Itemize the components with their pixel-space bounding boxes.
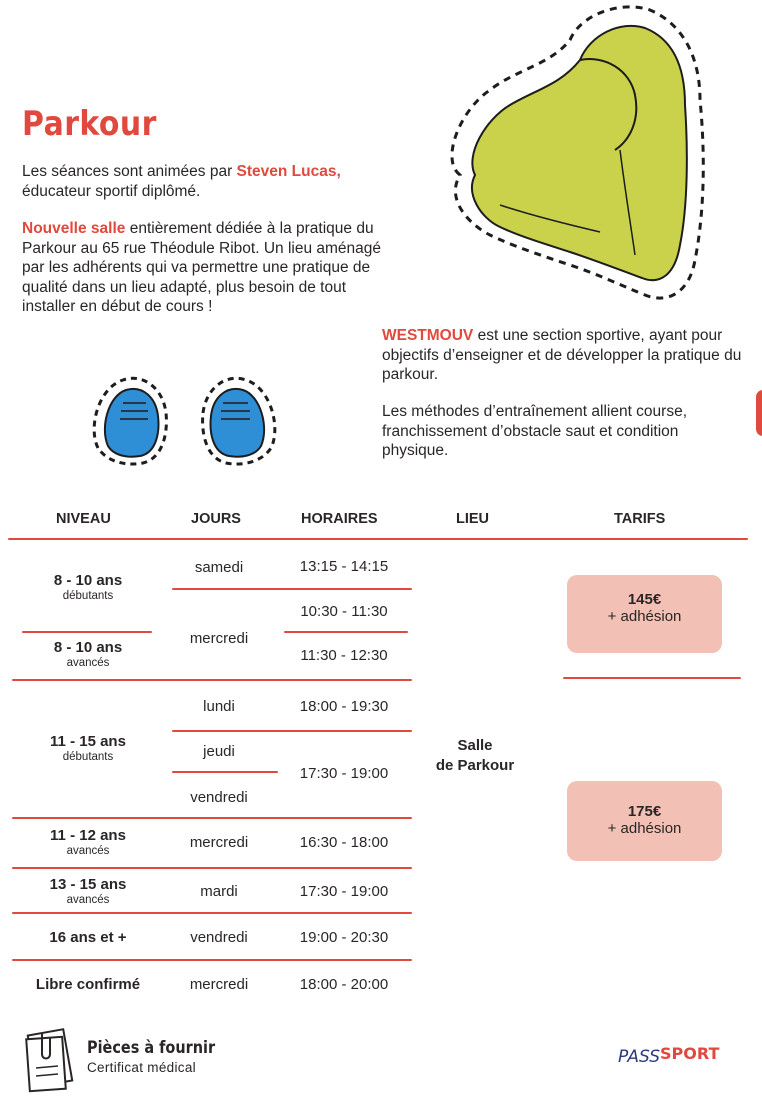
intro-paragraph-2 (22, 219, 392, 317)
level-name: 8 - 10 ans (53, 639, 123, 656)
edge-accent (756, 390, 762, 436)
day-cell: vendredi (190, 929, 248, 946)
header-tarifs: TARIFS (614, 511, 666, 527)
level-name: 11 - 12 ans (50, 827, 126, 844)
shoes-illustration (88, 368, 288, 468)
day-cell: mardi (200, 883, 238, 900)
intro-text: éducateur sportif diplômé. (22, 182, 201, 200)
level-sub: débutants (62, 590, 114, 602)
time-cell: 13:15 - 14:15 (299, 558, 389, 575)
day-cell: jeudi (203, 743, 235, 760)
day-cell: mercredi (189, 630, 249, 647)
level-name: Libre confirmé (35, 976, 141, 993)
time-cell: 10:30 - 11:30 (300, 603, 388, 620)
divider (172, 771, 278, 773)
intro-text: entièrement dédiée à la pratique du Parkour au 65 rue Théodule Ribot. Un lieu aménagé par les adhérents qui va permettre une pratique de qualité dans un lieu adapté, plus besoin de tout installer en début de cours ! (22, 220, 382, 315)
level-name: 11 - 15 ans (50, 733, 126, 750)
westmouv-label: WESTMOUV (382, 327, 474, 344)
time-cell: 16:30 - 18:00 (299, 834, 389, 851)
day-cell: mercredi (189, 976, 249, 993)
level-sub: avancés (66, 845, 110, 857)
day-cell: samedi (194, 559, 244, 576)
level-name: 8 - 10 ans (53, 572, 123, 589)
divider (172, 588, 412, 590)
level-cell (18, 976, 158, 993)
coach-name: Steven Lucas, (236, 163, 341, 180)
location-cell (415, 736, 535, 776)
side-paragraph-1 (382, 326, 742, 385)
header-lieu: LIEU (456, 511, 490, 527)
documents-title: Pièces à fournir (87, 1038, 216, 1058)
level-sub: débutants (62, 751, 114, 763)
time-cell: 17:30 - 19:00 (299, 765, 389, 782)
day-cell: vendredi (190, 789, 248, 806)
time-cell: 17:30 - 19:00 (299, 883, 389, 900)
intro-text: Les séances sont animées par (22, 163, 237, 180)
location-line: de Parkour (435, 757, 515, 774)
level-sub: avancés (66, 894, 110, 906)
level-cell (28, 876, 148, 906)
divider (284, 631, 408, 633)
documents-sub: Certificat médical (87, 1060, 196, 1075)
header-niveau: NIVEAU (56, 511, 111, 527)
divider (22, 631, 152, 633)
page-title: Parkour (22, 104, 157, 144)
divider (12, 679, 412, 681)
time-cell: 18:00 - 20:00 (299, 976, 389, 993)
header-jours: JOURS (191, 511, 241, 527)
level-cell (28, 827, 148, 857)
divider (12, 817, 412, 819)
divider (12, 912, 412, 914)
price-box (567, 575, 722, 653)
level-cell (28, 639, 148, 669)
new-room-label: Nouvelle salle (22, 220, 126, 237)
level-name: 13 - 15 ans (49, 876, 127, 893)
price-value: 145€ (627, 591, 662, 608)
level-cell (28, 929, 148, 946)
logo-part-b: SPORT (660, 1044, 720, 1063)
side-text: est une section sportive, ayant pour objectifs d’enseigner et de développer la pratique du parkour. (382, 327, 742, 383)
price-extra: + adhésion (607, 608, 682, 625)
price-extra: + adhésion (607, 820, 682, 837)
hoodie-illustration (420, 0, 720, 320)
logo-part-a: PASS (618, 1047, 661, 1067)
divider (12, 867, 412, 869)
divider (12, 959, 412, 961)
level-sub: avancés (66, 657, 110, 669)
time-cell: 11:30 - 12:30 (300, 647, 388, 664)
level-cell (28, 733, 148, 763)
time-cell: 18:00 - 19:30 (299, 698, 389, 715)
price-value: 175€ (627, 803, 662, 820)
header-horaires: HORAIRES (301, 511, 378, 527)
price-box (567, 781, 722, 861)
location-line: Salle (457, 737, 493, 754)
clipboard-icon (20, 1024, 78, 1096)
divider (563, 677, 741, 679)
intro-paragraph-1 (22, 162, 382, 201)
divider (172, 730, 412, 732)
day-cell: mercredi (189, 834, 249, 851)
pass-sport-logo (618, 1044, 719, 1067)
day-cell: lundi (203, 698, 235, 715)
level-name: 16 ans et + (49, 929, 127, 946)
divider (8, 538, 748, 540)
time-cell: 19:00 - 20:30 (299, 929, 389, 946)
side-paragraph-2: Les méthodes d’entraînement allient course, franchissement d’obstacle saut et condition physique. (382, 403, 688, 459)
level-cell (28, 572, 148, 602)
